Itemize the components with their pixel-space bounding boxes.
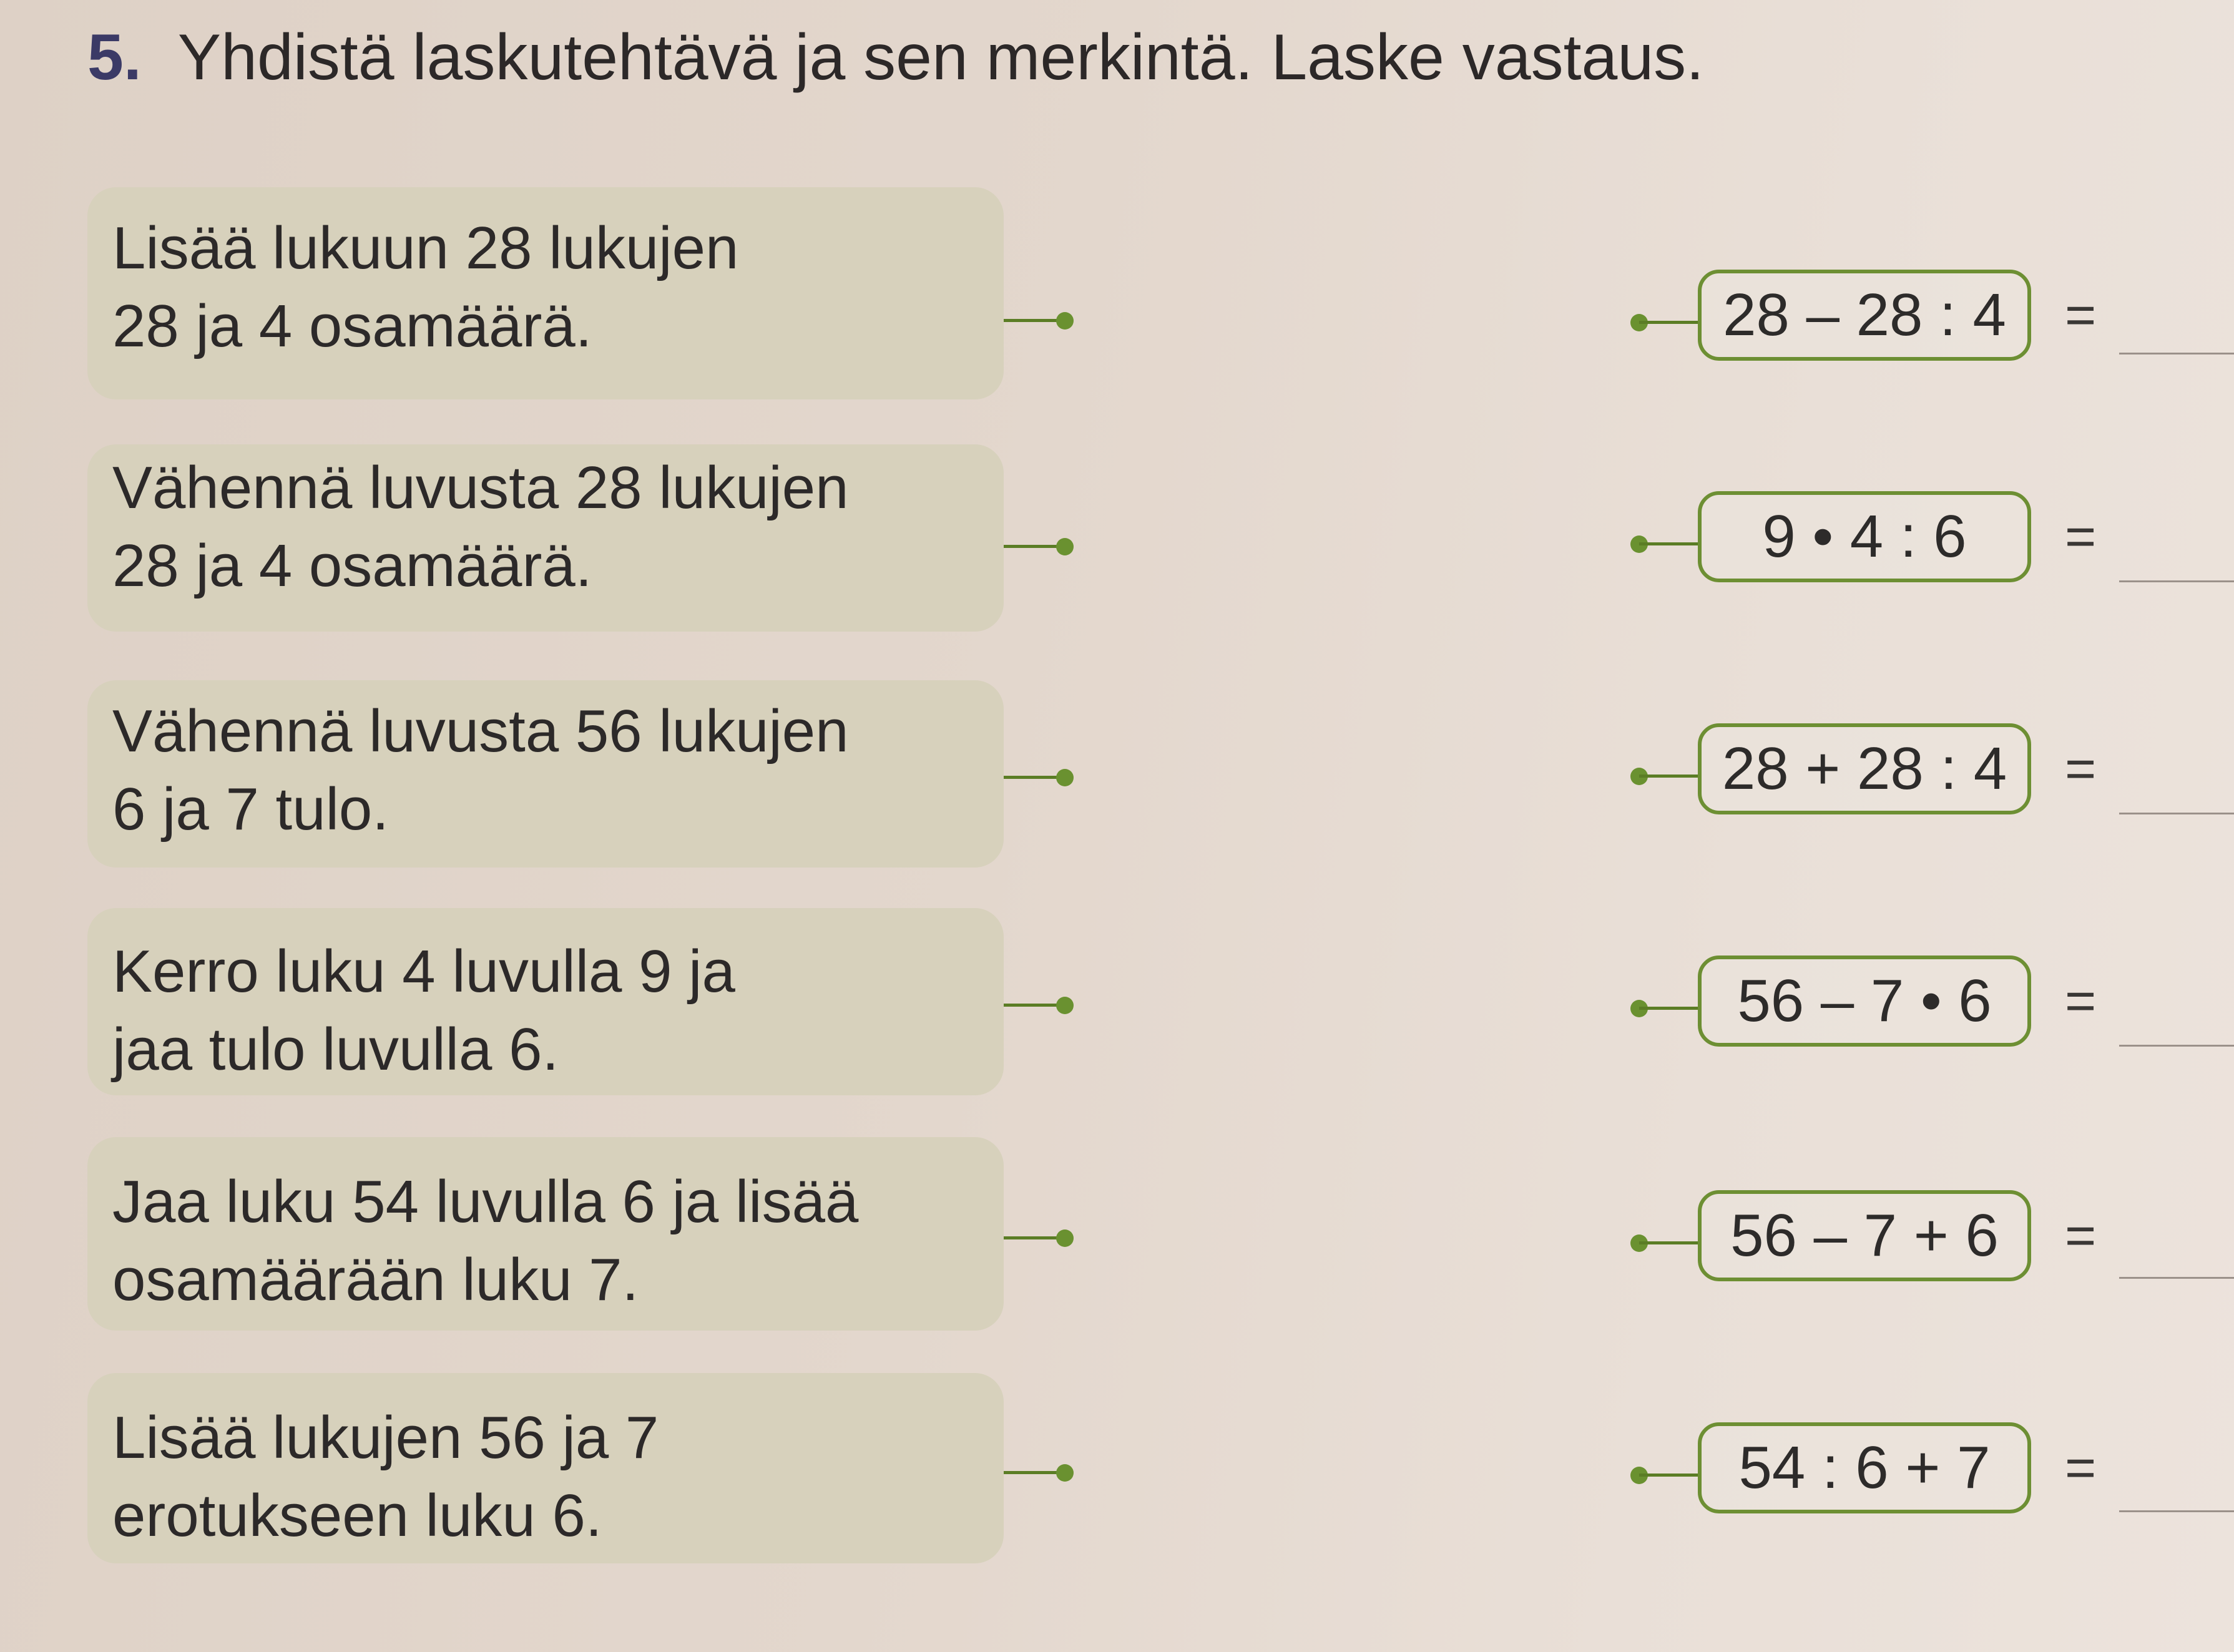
expression-box-1: 28 – 28 : 4 (1698, 270, 2031, 361)
answer-line[interactable] (2119, 353, 2234, 354)
equals-sign: = (2065, 971, 2097, 1031)
task-text-line: Lisää lukujen 56 ja 7 (112, 1404, 659, 1471)
task-text-line: Vähennä luvusta 56 lukujen (112, 698, 849, 765)
task-text-line: 28 ja 4 osamäärä. (112, 532, 592, 599)
expression-box-4: 56 – 7 • 6 (1698, 956, 2031, 1047)
task-connector-dot[interactable] (1056, 538, 1074, 555)
task-card-6 (87, 1373, 1004, 1563)
exercise-title (87, 19, 1704, 97)
task-text-line: erotukseen luku 6. (112, 1482, 602, 1549)
answer-line[interactable] (2119, 1510, 2234, 1512)
task-connector-dot[interactable] (1056, 1229, 1074, 1247)
answer-line[interactable] (2119, 1045, 2234, 1047)
task-text-line: Lisää lukuun 28 lukujen (112, 215, 739, 281)
expression-connector-line (1639, 1474, 1699, 1477)
task-text-line: 6 ja 7 tulo. (112, 775, 389, 843)
exercise-number: 5. (87, 21, 142, 94)
equals-sign: = (2065, 1438, 2097, 1498)
equals-sign: = (2065, 285, 2097, 345)
task-text-line: Jaa luku 54 luvulla 6 ja lisää (112, 1168, 859, 1235)
task-text-line: Vähennä luvusta 28 lukujen (112, 454, 849, 521)
expression-box-3: 28 + 28 : 4 (1698, 723, 2031, 814)
expression-connector-line (1639, 1241, 1699, 1244)
answer-line[interactable] (2119, 813, 2234, 814)
answer-line[interactable] (2119, 580, 2234, 582)
task-connector-line (1004, 1236, 1064, 1239)
equals-sign: = (2065, 507, 2097, 567)
exercise-instruction: Yhdistä laskutehtävä ja sen merkintä. Laske vastaus. (177, 21, 1705, 94)
task-text-line: osamäärään luku 7. (112, 1246, 639, 1313)
expression-connector-line (1639, 542, 1699, 545)
task-connector-dot[interactable] (1056, 1464, 1074, 1482)
task-text-line: Kerro luku 4 luvulla 9 ja (112, 938, 735, 1005)
expression-box-6: 54 : 6 + 7 (1698, 1422, 2031, 1513)
task-connector-dot[interactable] (1056, 769, 1074, 786)
task-card-5 (87, 1137, 1004, 1331)
equals-sign: = (2065, 739, 2097, 799)
task-connector-line (1004, 545, 1064, 548)
expression-connector-line (1639, 775, 1699, 778)
answer-line[interactable] (2119, 1277, 2234, 1279)
expression-box-2: 9 • 4 : 6 (1698, 491, 2031, 582)
task-text-line: 28 ja 4 osamäärä. (112, 292, 592, 359)
expression-connector-line (1639, 321, 1699, 324)
task-card-3 (87, 680, 1004, 868)
equals-sign: = (2065, 1206, 2097, 1266)
expression-connector-line (1639, 1007, 1699, 1010)
task-connector-line (1004, 1004, 1064, 1007)
expression-box-5: 56 – 7 + 6 (1698, 1190, 2031, 1281)
task-connector-line (1004, 319, 1064, 322)
task-card-4 (87, 908, 1004, 1095)
task-connector-line (1004, 776, 1064, 779)
task-connector-dot[interactable] (1056, 997, 1074, 1014)
task-card-2 (87, 444, 1004, 632)
task-card-1 (87, 187, 1004, 399)
task-connector-line (1004, 1471, 1064, 1474)
task-text-line: jaa tulo luvulla 6. (112, 1015, 559, 1083)
task-connector-dot[interactable] (1056, 312, 1074, 330)
